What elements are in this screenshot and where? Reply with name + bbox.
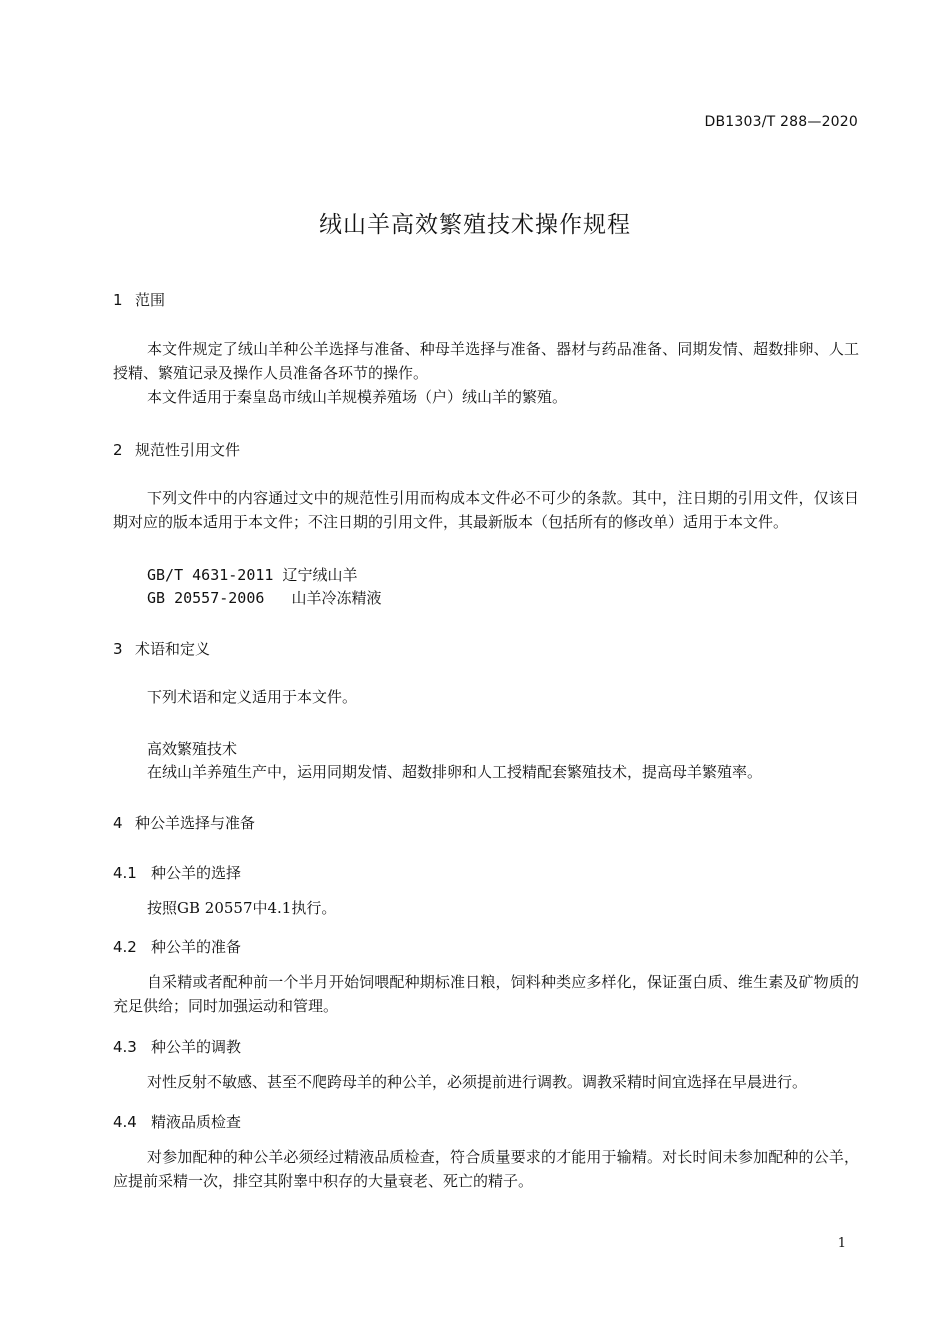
section-title: 规范性引用文件: [135, 441, 241, 459]
term-definition: 在绒山羊养殖生产中，运用同期发情、超数排卵和人工授精配套繁殖技术，提高母羊繁殖率。: [147, 763, 763, 781]
paragraph: 下列术语和定义适用于本文件。: [147, 688, 358, 706]
subsection-4-4-heading: [113, 1111, 241, 1132]
paragraph: 自采精或者配种前一个半月开始饲喂配种期标准日粮，饲料种类应多样化，保证蛋白质、维生素及矿物质的充足供给；同时加强运动和管理。: [113, 973, 859, 1015]
paragraph: 下列文件中的内容通过文中的规范性引用而构成本文件必不可少的条款。其中，注日期的引用文件，仅该日期对应的版本适用于本文件；不注日期的引用文件，其最新版本（包括所有的修改单）适用于本文件。: [113, 489, 859, 531]
term-name: 高效繁殖技术: [147, 740, 238, 758]
page-number: 1: [837, 1236, 846, 1251]
subsection-title: 种公羊的准备: [151, 938, 242, 956]
section-2-heading: [113, 439, 240, 460]
subsection-number: 4.3: [113, 1038, 137, 1056]
reference-item: GB/T 4631-2011 辽宁绒山羊: [147, 566, 358, 584]
section-1-heading: [113, 289, 165, 310]
paragraph: 本文件适用于秦皇岛市绒山羊规模养殖场（户）绒山羊的繁殖。: [147, 388, 568, 406]
subsection-number: 4.1: [113, 864, 137, 882]
subsection-number: 4.2: [113, 938, 137, 956]
document-title: 绒山羊高效繁殖技术操作规程: [319, 212, 631, 238]
subsection-number: 4.4: [113, 1113, 137, 1131]
section-number: 1: [113, 291, 123, 309]
subsection-4-2-heading: [113, 936, 241, 957]
subsection-title: 种公羊的选择: [151, 864, 242, 882]
subsection-title: 精液品质检查: [151, 1113, 242, 1131]
section-title: 术语和定义: [135, 640, 211, 658]
paragraph: 对参加配种的种公羊必须经过精液品质检查，符合质量要求的才能用于输精。对长时间未参加配种的公羊，应提前采精一次，排空其附睾中积存的大量衰老、死亡的精子。: [113, 1148, 859, 1190]
subsection-title: 种公羊的调教: [151, 1038, 242, 1056]
section-4-heading: [113, 812, 255, 833]
paragraph: 本文件规定了绒山羊种公羊选择与准备、种母羊选择与准备、器材与药品准备、同期发情、超数排卵、人工授精、繁殖记录及操作人员准备各环节的操作。: [113, 340, 859, 382]
subsection-4-3-heading: [113, 1036, 241, 1057]
standard-code: DB1303/T 288—2020: [704, 114, 858, 130]
reference-item: GB 20557-2006 山羊冷冻精液: [147, 589, 382, 607]
section-title: 范围: [135, 291, 166, 309]
section-title: 种公羊选择与准备: [135, 814, 256, 832]
section-3-heading: [113, 638, 210, 659]
section-number: 2: [113, 441, 123, 459]
section-number: 3: [113, 640, 123, 658]
subsection-4-1-heading: [113, 862, 241, 883]
section-number: 4: [113, 814, 123, 832]
paragraph: 按照GB 20557中4.1执行。: [147, 899, 337, 917]
paragraph: 对性反射不敏感、甚至不爬跨母羊的种公羊，必须提前进行调教。调教采精时间宜选择在早晨进行。: [147, 1073, 808, 1091]
